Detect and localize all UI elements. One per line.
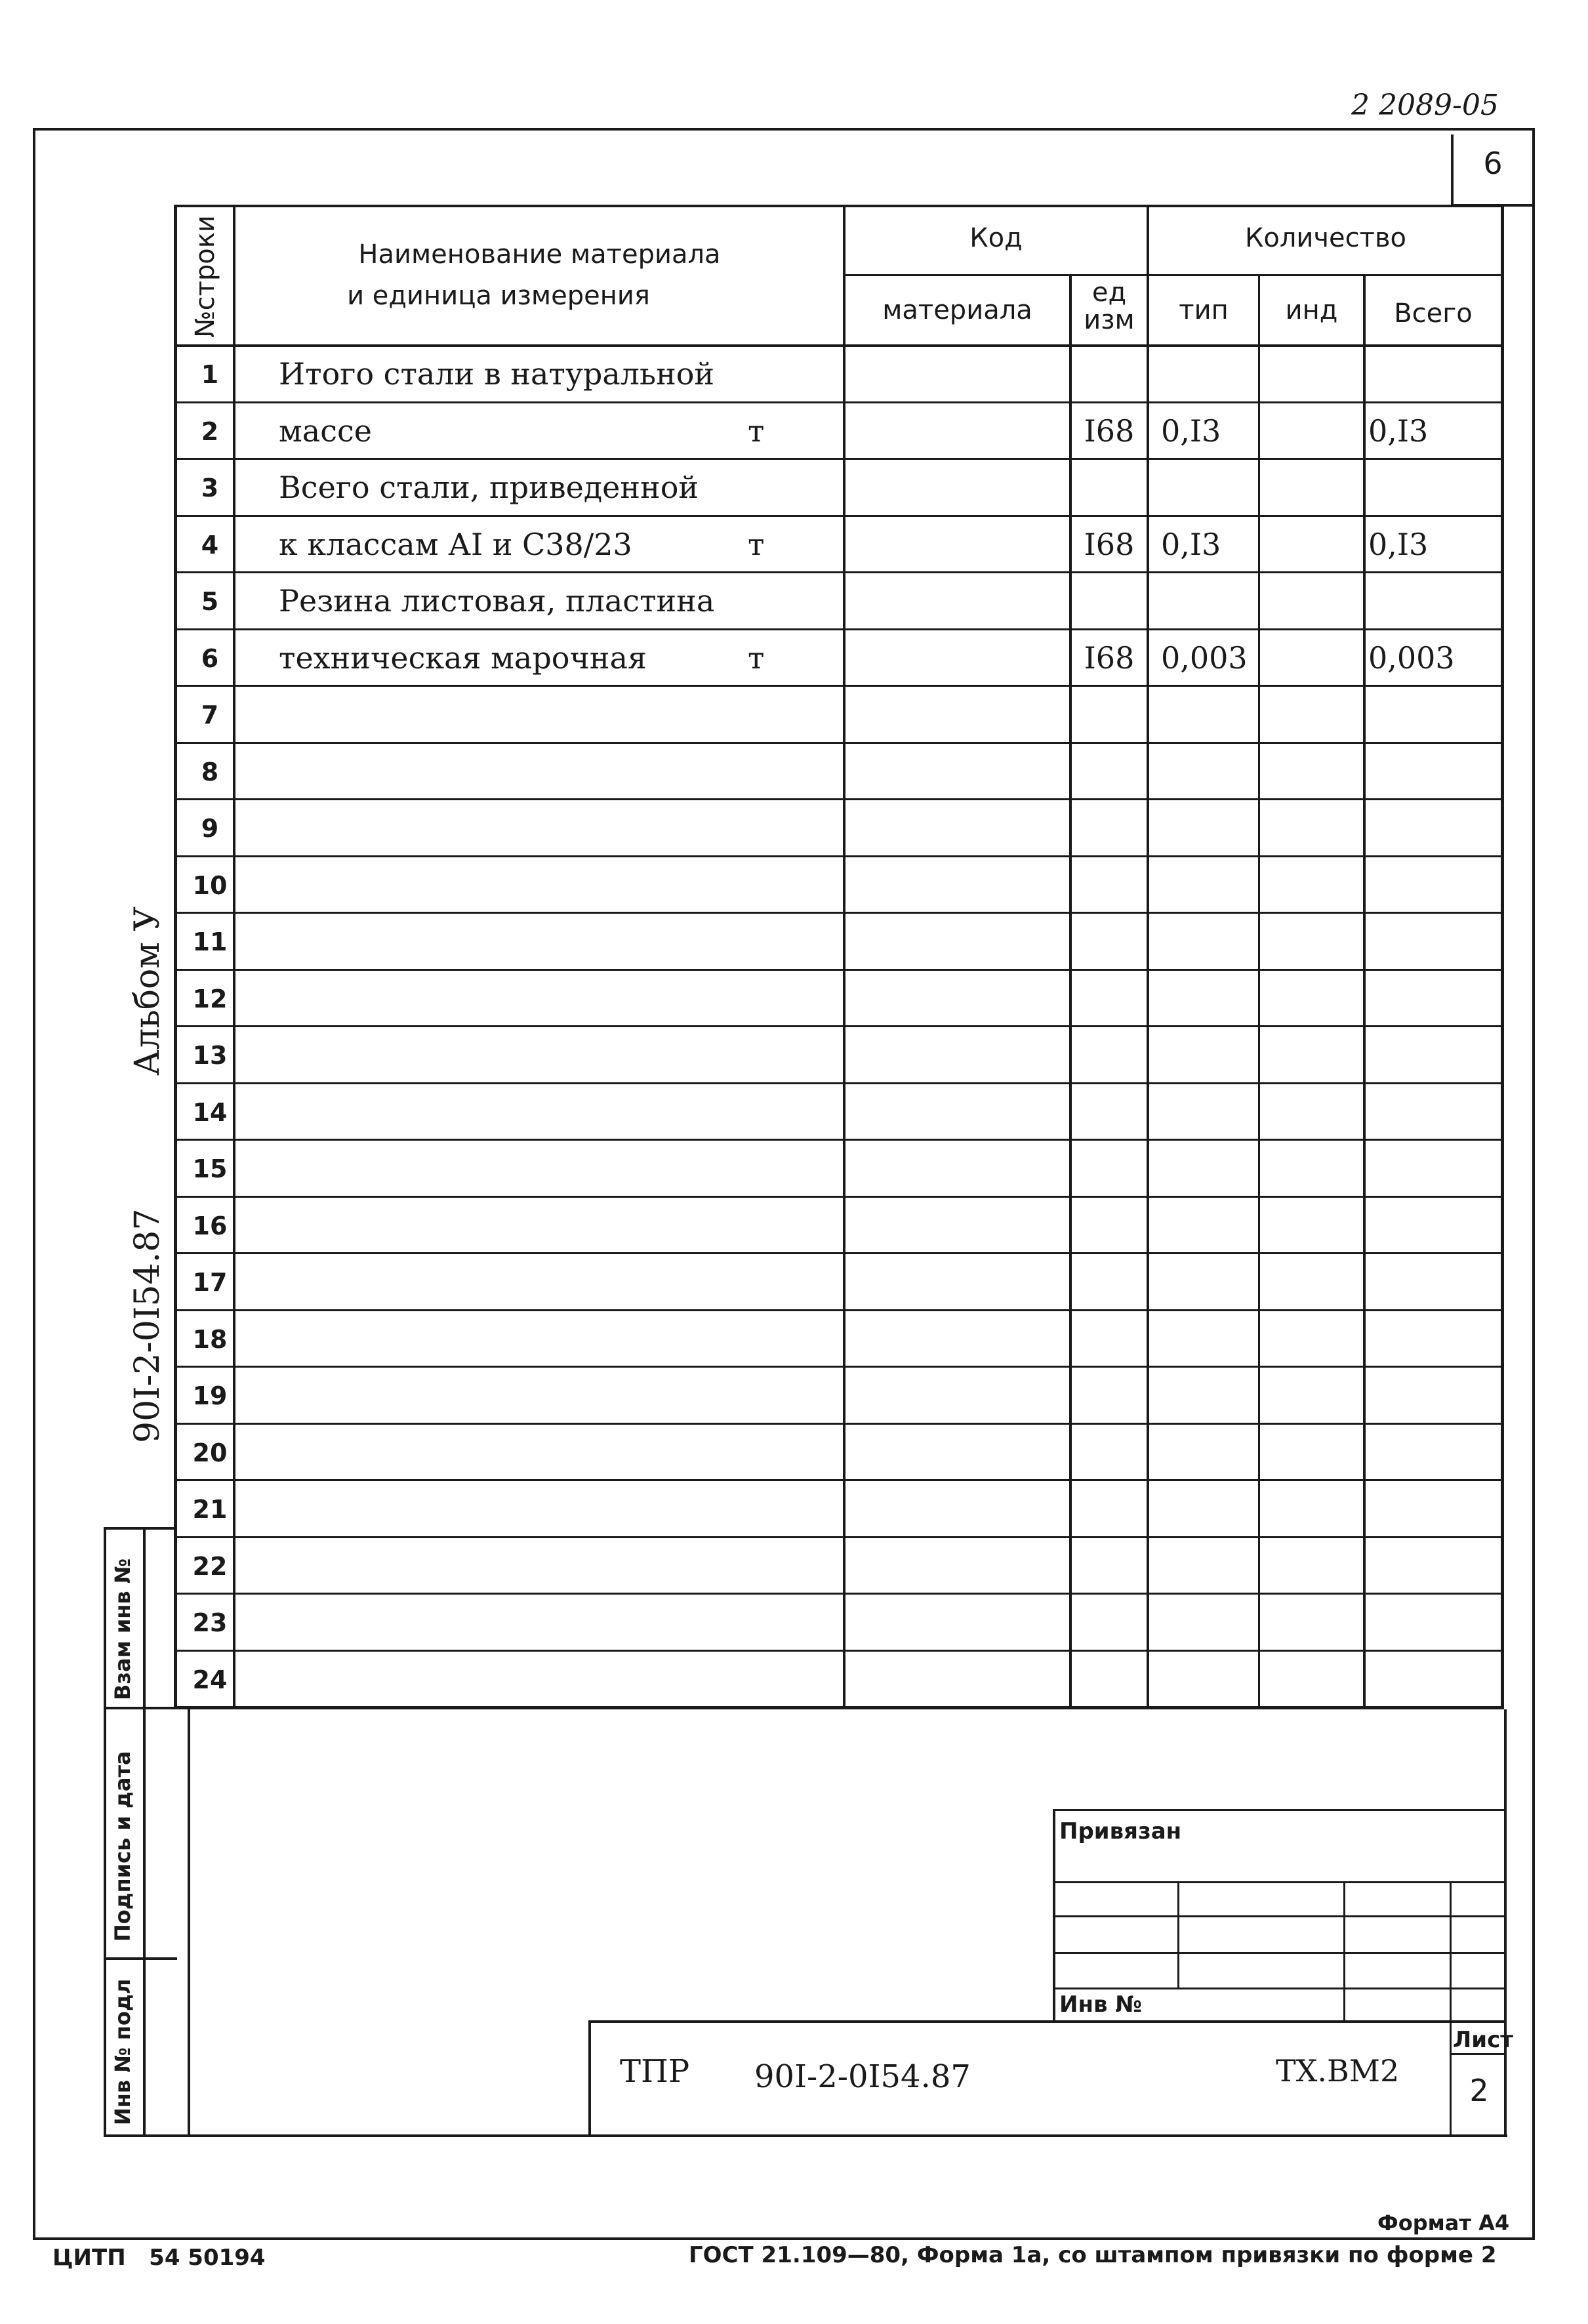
row-separator — [174, 571, 1502, 573]
row-separator — [174, 1423, 1502, 1425]
row-number: 7 — [201, 701, 219, 729]
row-separator — [174, 1139, 1502, 1141]
row-number: 3 — [201, 474, 219, 502]
footer-left: ЦИТП 54 50194 — [52, 2245, 266, 2271]
row-separator — [174, 1082, 1502, 1084]
row-name: Всего стали, приведенной — [279, 470, 699, 505]
row-separator — [174, 1252, 1502, 1254]
row-unit-label: т — [748, 640, 765, 676]
side-inv-podl: Инв № подл — [110, 1978, 135, 2125]
row-unit-code: I68 — [1084, 527, 1135, 562]
row-separator — [174, 685, 1502, 687]
row-number: 14 — [192, 1098, 228, 1127]
header-tip: тип — [1179, 295, 1229, 325]
row-unit-code: I68 — [1084, 413, 1135, 449]
row-separator — [174, 628, 1502, 630]
header-name-line2: и единица измерения — [347, 281, 650, 311]
stamp-sheet-number: 2 — [1469, 2073, 1489, 2108]
row-separator — [174, 1706, 1502, 1708]
row-separator — [174, 515, 1502, 517]
row-separator — [174, 742, 1502, 744]
side-vzam-inv: Взам инв № — [110, 1558, 135, 1700]
header-row-number: №строки — [190, 215, 220, 338]
row-number: 8 — [201, 758, 219, 786]
frame-left — [33, 128, 35, 2240]
frame-top — [33, 128, 1535, 131]
side-album: Альбом У — [128, 907, 167, 1076]
row-number: 13 — [192, 1041, 228, 1070]
row-qty-tip: 0,I3 — [1161, 527, 1221, 562]
header-unit-1: ед — [1091, 277, 1127, 308]
row-qty-total: 0,I3 — [1368, 413, 1429, 449]
header-quantity: Количество — [1244, 223, 1406, 253]
row-unit-label: т — [748, 413, 765, 449]
side-project-code: 90I-2-0I54.87 — [128, 1208, 167, 1443]
row-number: 4 — [201, 531, 219, 560]
header-material: материала — [882, 295, 1032, 325]
footer-format: Формат А4 — [1377, 2211, 1510, 2235]
header-ind: инд — [1285, 295, 1338, 325]
row-name: к классам АI и С38/23 — [279, 527, 632, 562]
row-name: Резина листовая, пластина — [279, 583, 715, 619]
row-name: Итого стали в натуральной — [279, 356, 715, 392]
row-number: 11 — [192, 928, 228, 956]
row-number: 24 — [192, 1665, 228, 1694]
stamp-inv-no: Инв № — [1059, 1991, 1143, 2018]
row-number: 20 — [192, 1438, 228, 1467]
row-unit-code: I68 — [1084, 640, 1135, 676]
row-separator — [174, 1536, 1502, 1538]
doc-number: 2 2089-05 — [1351, 89, 1499, 122]
row-separator — [174, 1025, 1502, 1027]
row-number: 2 — [201, 417, 219, 446]
stamp-privyazan: Привязан — [1059, 1818, 1182, 1845]
row-number: 21 — [192, 1495, 228, 1524]
header-code: Код — [969, 223, 1023, 253]
row-number: 15 — [192, 1154, 228, 1183]
stamp-sheet-label: Лист — [1453, 2027, 1513, 2053]
row-number: 19 — [192, 1381, 228, 1410]
row-separator — [174, 855, 1502, 857]
row-number: 1 — [201, 360, 219, 389]
row-number: 18 — [192, 1325, 228, 1354]
stamp-tpr: ТПР — [620, 2053, 690, 2090]
frame-right — [1532, 128, 1535, 2240]
row-separator — [174, 458, 1502, 460]
header-total: Всего — [1394, 298, 1473, 329]
stamp-project: 90I-2-0I54.87 — [754, 2058, 971, 2095]
row-qty-total: 0,003 — [1368, 640, 1455, 676]
row-name: техническая марочная — [279, 640, 647, 676]
row-number: 12 — [192, 985, 228, 1013]
row-number: 6 — [201, 644, 219, 673]
row-separator — [174, 969, 1502, 971]
row-separator — [174, 1309, 1502, 1311]
row-number: 23 — [192, 1608, 228, 1637]
row-separator — [174, 1196, 1502, 1198]
row-qty-total: 0,I3 — [1368, 527, 1429, 562]
row-separator — [174, 401, 1502, 403]
row-separator — [174, 1593, 1502, 1595]
footer-right: ГОСТ 21.109—80, Форма 1а, со штампом привязки по форме 2 — [689, 2242, 1497, 2268]
page-number: 6 — [1483, 146, 1503, 181]
row-separator — [174, 1366, 1502, 1368]
row-number: 10 — [192, 871, 228, 900]
row-number: 5 — [201, 587, 219, 616]
row-separator — [174, 912, 1502, 914]
header-unit-2: изм — [1084, 305, 1135, 335]
stamp-mark: ТХ.ВМ2 — [1276, 2053, 1400, 2089]
row-qty-tip: 0,003 — [1161, 640, 1248, 676]
side-podpis-data: Подпись и дата — [110, 1751, 135, 1942]
row-separator — [174, 1479, 1502, 1481]
row-name: массе — [279, 413, 372, 449]
row-separator — [174, 798, 1502, 800]
row-number: 9 — [201, 814, 219, 843]
row-number: 16 — [192, 1212, 228, 1240]
row-qty-tip: 0,I3 — [1161, 413, 1221, 449]
header-name-line1: Наименование материала — [358, 239, 721, 270]
row-unit-label: т — [748, 527, 765, 562]
frame-bottom — [33, 2237, 1535, 2240]
row-number: 22 — [192, 1552, 228, 1581]
row-separator — [174, 1650, 1502, 1652]
row-number: 17 — [192, 1268, 228, 1297]
